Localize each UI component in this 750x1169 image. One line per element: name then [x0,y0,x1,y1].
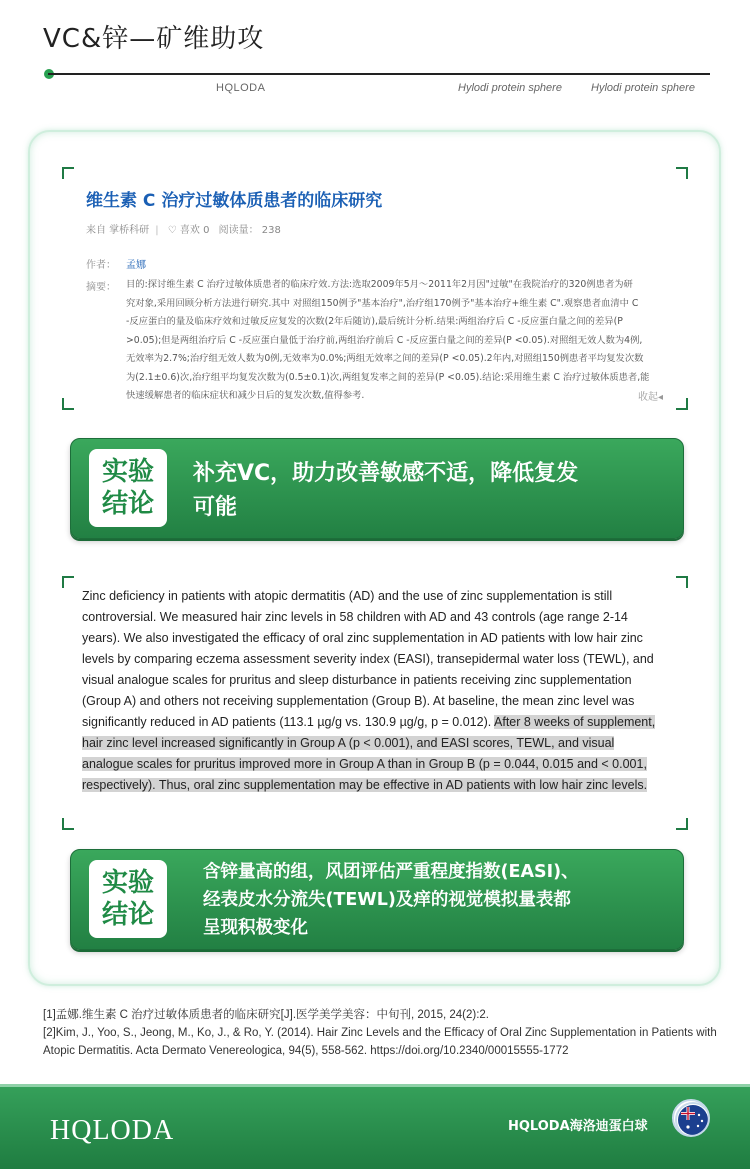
abstract-highlight: After 8 weeks of supplement, hair zinc level increased significantly in Group A (p < 0.001), and EASI scores, TEWL, and visual analogue scales for pruritus improved more in Group A than in Group B (p = 0.044, 0.015 and < 0.001, respectively). Thus, oral zinc supplementation may be effective in AD patients with low hair zinc levels. [82,715,656,792]
corner-mark [676,398,688,410]
badge-line: 结论 [101,489,154,519]
header-divider [48,73,710,75]
badge-line: 实验 [101,457,154,487]
conclusion-line: 补充VC，助力改善敏感不适，降低复发 [193,461,579,486]
paper-cn-abstract [126,276,668,406]
header-brand: HQLODA [216,82,266,94]
page-title: VC&锌—矿维助攻 [43,24,265,54]
badge-line: 实验 [101,868,154,898]
abstract-line: 快速缓解患者的临床症状和减少日后的复发次数,值得参考. [126,390,365,401]
conclusion-badge [89,449,167,527]
conclusion-line: 含锌量高的组，风团评估严重程度指数(EASI)、 [203,862,579,882]
corner-mark [62,576,74,588]
conclusion-text [193,457,578,525]
conclusion-text [203,858,579,942]
corner-mark [676,167,688,179]
conclusion-banner-1 [70,438,684,539]
author-label: 作者： [86,260,116,271]
corner-mark [676,576,688,588]
abstract-line: 无效率为2.7%;治疗组无效人数为0例,无效率为0.0%;两组无效率之间的差异(P <0.05).2年内,对照组150例患者平均复发次数 [126,353,644,364]
conclusion-line: 经表皮水分流失(TEWL)及痒的视觉模拟量表都 [203,890,571,910]
corner-mark [62,398,74,410]
header-tag-1: Hylodi protein sphere [458,82,562,94]
footer-logo: HQLODA [50,1115,175,1146]
corner-mark [676,818,688,830]
corner-mark [62,167,74,179]
references [43,1006,733,1060]
abstract-label: 摘要： [86,282,116,293]
conclusion-line: 呈现积极变化 [203,918,308,938]
paper-cn-meta: 来自 掌桥科研 | ♡ 喜欢 0 阅读量： 238 [86,225,281,236]
abstract-line: 究对象,采用回顾分析方法进行研究.其中 对照组150例予"基本治疗",治疗组170例予"基本治疗+维生素 C".观察患者血清中 C [126,297,639,309]
footer-bar [0,1084,750,1169]
reference-1: [1]孟娜.维生素 C 治疗过敏体质患者的临床研究[J].医学美学美容：中旬刊, 2015, 24(2):2. [43,1009,490,1021]
collapse-button[interactable]: 收起◂ [638,392,664,403]
conclusion-banner-2 [70,849,684,950]
abstract-line: >0.05);但是两组治疗后 C -反应蛋白量低于治疗前,两组治疗前后 C -反应蛋白量之间的差异(P <0.05).对照组无效人数为4例, [126,334,643,346]
paper-source: 来自 掌桥科研 [86,225,150,236]
corner-mark [62,818,74,830]
like-button[interactable]: ♡ 喜欢 0 [167,225,210,236]
australia-flag-seal-icon [672,1099,710,1137]
paper-cn-title[interactable]: 维生素 C 治疗过敏体质患者的临床研究 [86,191,383,211]
author-link[interactable]: 孟娜 [126,260,146,271]
paper-en-abstract [82,586,666,796]
abstract-line: 为(2.1±0.6)次,治疗组平均复发次数为(0.5±0.1)次,两组复发率之间的差异(P <0.05).结论:采用维生素 C 治疗过敏体质患者,能 [126,371,650,383]
reference-2: [2]Kim, J., Yoo, S., Jeong, M., Ko, J., & Ro, Y. (2014). Hair Zinc Levels and the Efficacy of Oral Zinc Supplementation in Patients with Atopic Dermatitis. Acta Dermato Venereologica, 94(5), 558-562. https://doi.org/10.2340/00015555-1772 [43,1027,717,1057]
header-tag-2: Hylodi protein sphere [591,82,695,94]
footer-brand: HQLODA海洛迪蛋白球 [508,1119,648,1134]
conclusion-line: 可能 [193,495,238,520]
abstract-line: -反应蛋白的量及临床疗效和过敏反应复发的次数(2年后随访),最后统计分析.结果:两组治疗后 C -反应蛋白量之间的差异(P [126,316,623,327]
read-count: 阅读量： 238 [218,225,281,236]
conclusion-badge [89,860,167,938]
abstract-line: 目的:探讨维生素 C 治疗过敏体质患者的临床疗效.方法:选取2009年5月～2011年2月因"过敏"在我院治疗的320例患者为研 [126,279,633,290]
abstract-text: Zinc deficiency in patients with atopic dermatitis (AD) and the use of zinc supplementation is still controversial. We measured hair zinc levels in 58 children with AD and 43 controls (age range 2-14 years). We also investigated the efficacy of oral zinc supplementation in AD patients with low hair zinc levels by comparing eczema assessment severity index (EASI), transepidermal water loss (TEWL), and visual analogue scales for pruritus and sleep disturbance in patients receiving zinc supplementation (Group A) and others not receiving supplementation (Group B). At baseline, the mean zinc level was significantly reduced in AD patients (113.1 µg/g vs. 130.9 µg/g, p = 0.012). [82,589,654,729]
badge-line: 结论 [101,900,154,930]
